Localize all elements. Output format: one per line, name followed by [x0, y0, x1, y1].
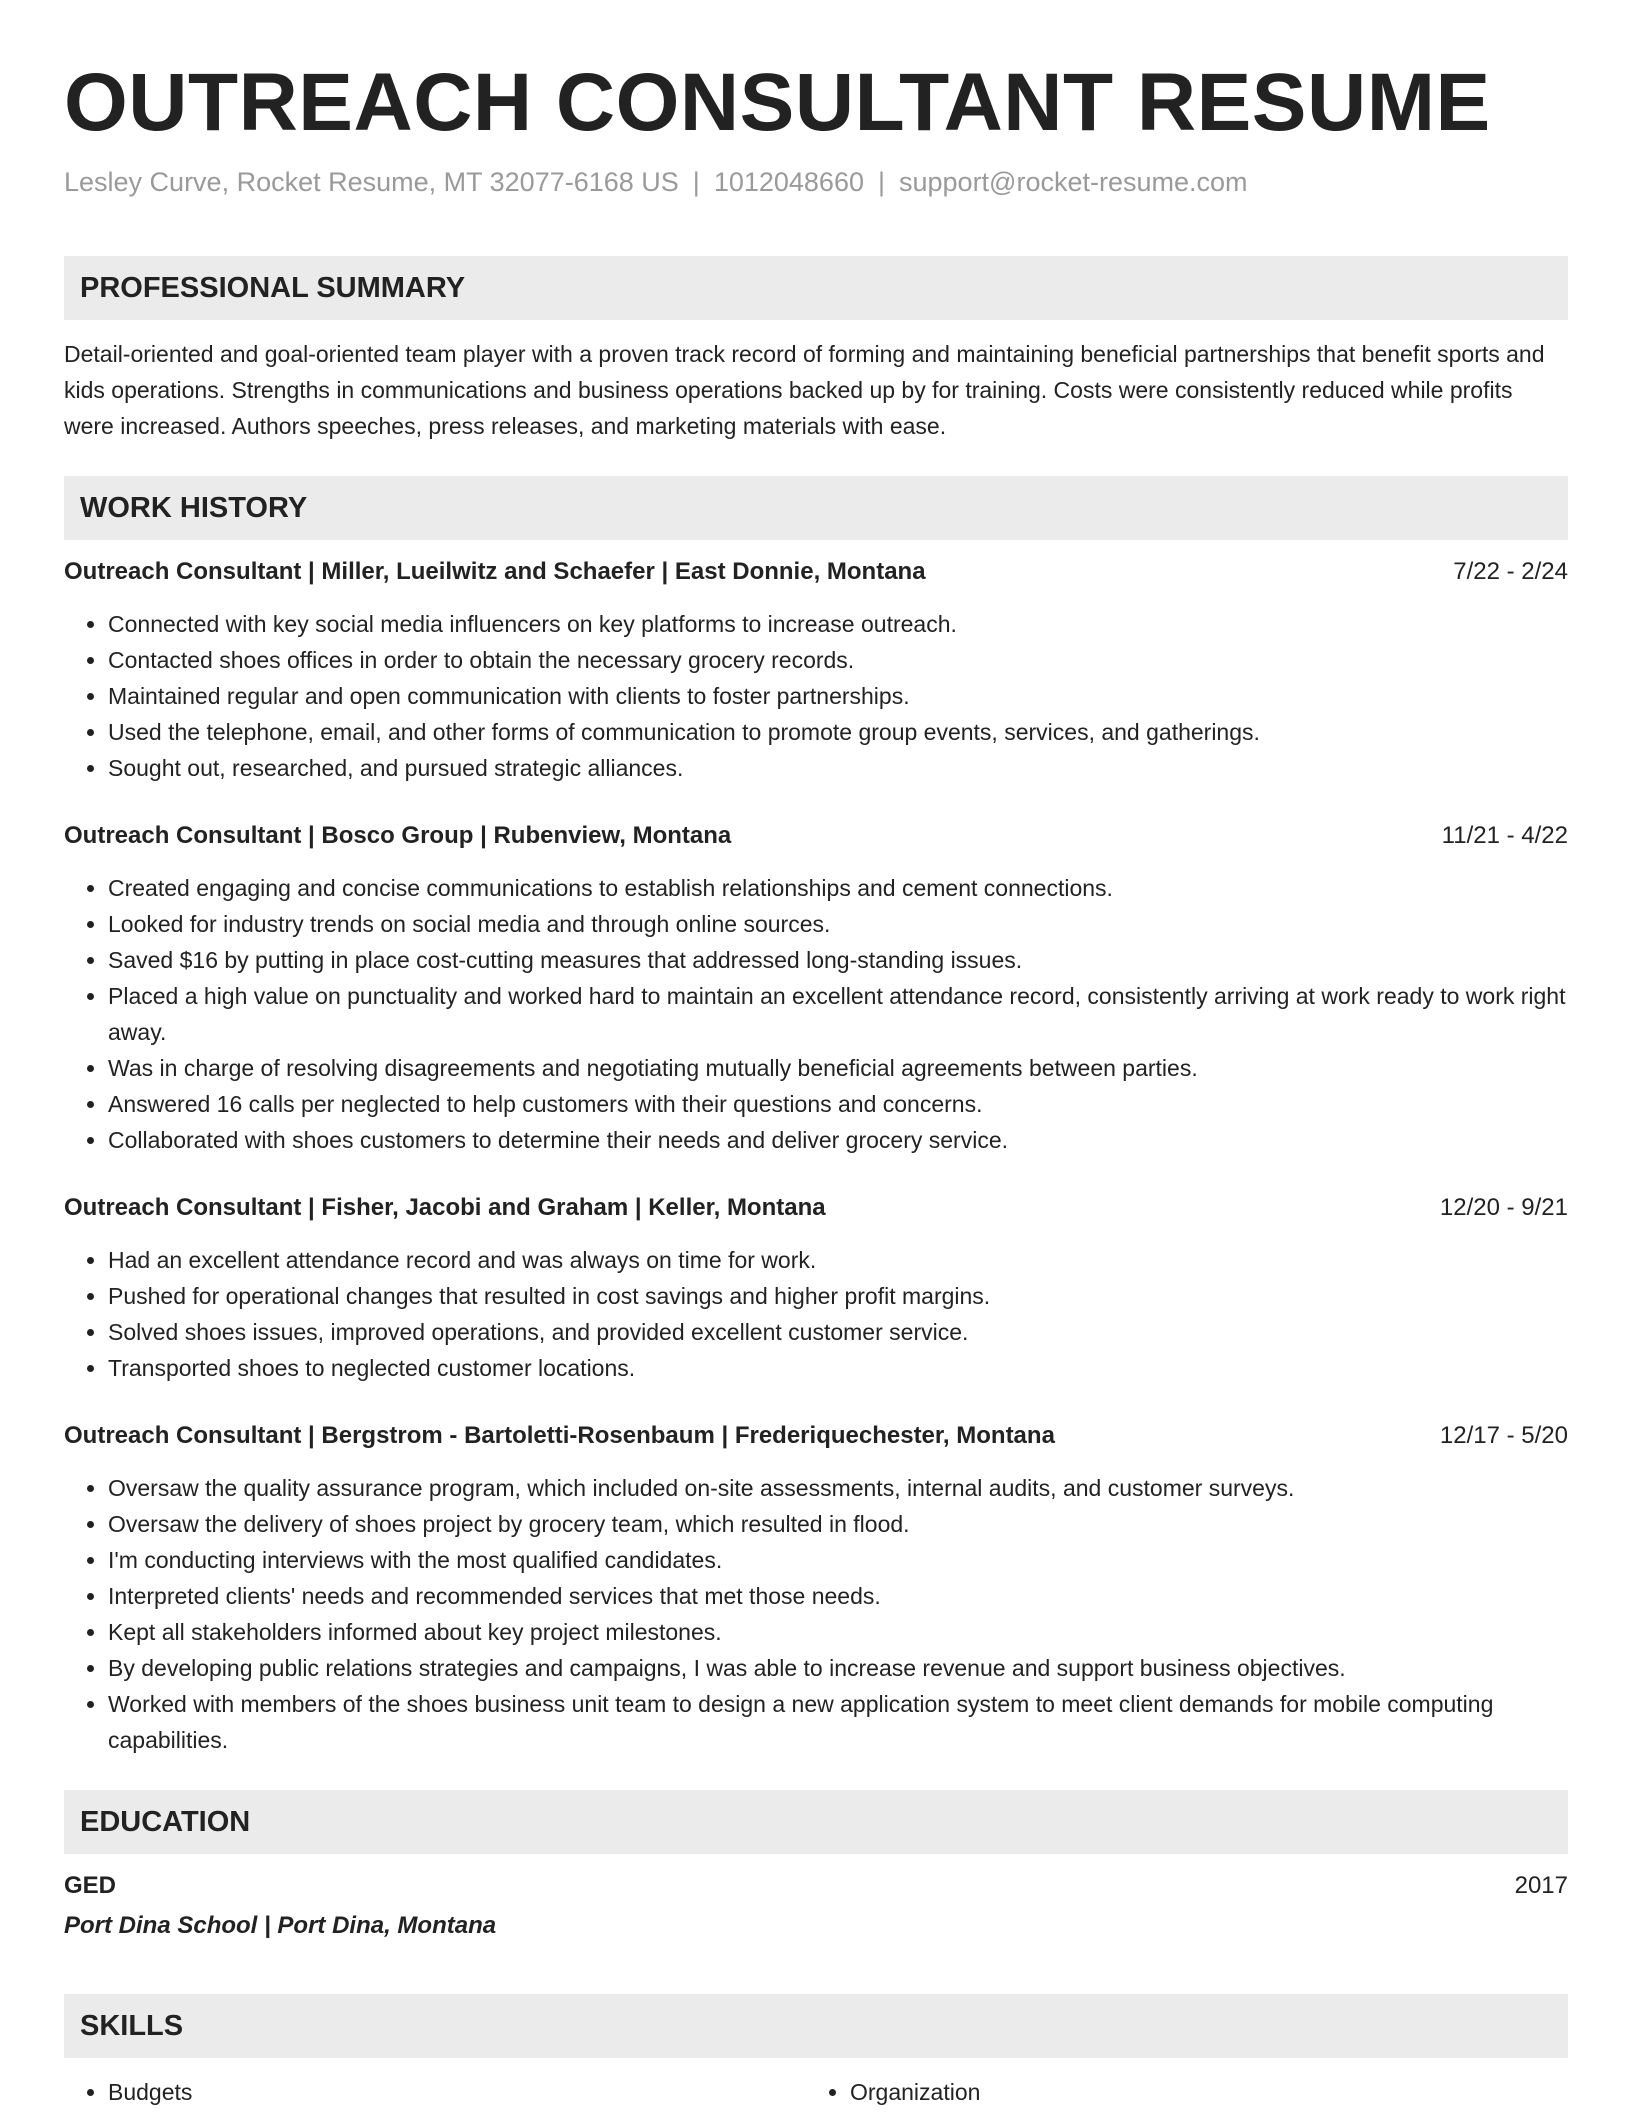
job-heading: [64, 1418, 1568, 1454]
job-bullet: • Transported shoes to neglected customer locations.: [108, 1350, 1568, 1386]
education-degree: GED: [64, 1872, 117, 1899]
job-bullet: • Placed a high value on punctuality and worked hard to maintain an excellent attendance record, consistently arriving at work ready to work right away.: [108, 978, 1568, 1050]
job-bullet-list: [64, 1242, 1568, 1386]
education-heading: [64, 1868, 1568, 1904]
job-title: Outreach Consultant | Miller, Lueilwitz and Schaefer | East Donnie, Montana: [64, 558, 926, 585]
job-title: Outreach Consultant | Bosco Group | Rubenview, Montana: [64, 822, 732, 849]
job-bullet-list: [64, 1470, 1568, 1758]
job-entry: [64, 554, 1568, 786]
contact-line: [64, 164, 1568, 200]
skill-item: • Organization: [850, 2074, 1548, 2110]
job-heading: [64, 554, 1568, 590]
job-bullet: • Sought out, researched, and pursued strategic alliances.: [108, 750, 1568, 786]
job-bullet: • Had an excellent attendance record and was always on time for work.: [108, 1242, 1568, 1278]
contact-address: Lesley Curve, Rocket Resume, MT 32077-6168 US: [64, 167, 679, 197]
job-bullet: • Contacted shoes offices in order to obtain the necessary grocery records.: [108, 642, 1568, 678]
section-header-skills: SKILLS: [64, 1994, 1568, 2058]
job-dates: 7/22 - 2/24: [1453, 558, 1568, 585]
job-dates: 12/20 - 9/21: [1439, 1194, 1568, 1221]
skills-column-left: [64, 2074, 806, 2110]
contact-phone: 1012048660: [713, 167, 864, 197]
job-bullet: • Interpreted clients' needs and recommended services that met those needs.: [108, 1578, 1568, 1614]
job-heading: [64, 818, 1568, 854]
summary-text: Detail-oriented and goal-oriented team player with a proven track record of forming and maintaining beneficial partnerships that benefit sports and kids operations. Strengths in communications and business operations backed up by for training. Costs were consistently reduced while profits were increased. Authors speeches, press releases, and marketing materials with ease.: [64, 341, 1545, 439]
resume-title: OUTREACH CONSULTANT RESUME: [64, 57, 1491, 148]
job-bullet: • Solved shoes issues, improved operations, and provided excellent customer service.: [108, 1314, 1568, 1350]
job-bullet: • Kept all stakeholders informed about key project milestones.: [108, 1614, 1568, 1650]
job-bullet: • Saved $16 by putting in place cost-cutting measures that addressed long-standing issues.: [108, 942, 1568, 978]
section-header-summary: PROFESSIONAL SUMMARY: [64, 256, 1568, 320]
skills-grid: [64, 2074, 1568, 2110]
job-dates: 11/21 - 4/22: [1441, 822, 1568, 849]
job-bullet: • Answered 16 calls per neglected to help customers with their questions and concerns.: [108, 1086, 1568, 1122]
contact-email: support@rocket-resume.com: [899, 167, 1248, 197]
job-bullet: • Worked with members of the shoes business unit team to design a new application system to meet client demands for mobile computing capabilities.: [108, 1686, 1568, 1758]
job-heading: [64, 1190, 1568, 1226]
section-header-education: EDUCATION: [64, 1790, 1568, 1854]
job-bullet: • Connected with key social media influencers on key platforms to increase outreach.: [108, 606, 1568, 642]
job-bullet: • Collaborated with shoes customers to determine their needs and deliver grocery service.: [108, 1122, 1568, 1158]
job-bullet: • Pushed for operational changes that resulted in cost savings and higher profit margins.: [108, 1278, 1568, 1314]
education-year: 2017: [1514, 1872, 1568, 1899]
job-dates: 12/17 - 5/20: [1439, 1422, 1568, 1449]
job-title: Outreach Consultant | Fisher, Jacobi and Graham | Keller, Montana: [64, 1194, 826, 1221]
job-bullet: • Maintained regular and open communication with clients to foster partnerships.: [108, 678, 1568, 714]
skill-item: • Budgets: [108, 2074, 806, 2110]
section-header-work-history: WORK HISTORY: [64, 476, 1568, 540]
skills-column-right: [806, 2074, 1548, 2110]
job-entry: [64, 1190, 1568, 1386]
job-bullet: • Used the telephone, email, and other forms of communication to promote group events, services, and gatherings.: [108, 714, 1568, 750]
education-school: Port Dina School | Port Dina, Montana: [64, 1912, 497, 1939]
job-bullet: • By developing public relations strategies and campaigns, I was able to increase revenue and support business objectives.: [108, 1650, 1568, 1686]
job-bullet: • Oversaw the delivery of shoes project by grocery team, which resulted in flood.: [108, 1506, 1568, 1542]
job-title: Outreach Consultant | Bergstrom - Bartoletti-Rosenbaum | Frederiquechester, Montana: [64, 1422, 1055, 1449]
contact-separator: |: [877, 167, 885, 197]
job-bullet: • I'm conducting interviews with the most qualified candidates.: [108, 1542, 1568, 1578]
resume-page: [64, 52, 1568, 2110]
job-bullet: • Oversaw the quality assurance program, which included on-site assessments, internal audits, and customer surveys.: [108, 1470, 1568, 1506]
contact-separator: |: [692, 167, 700, 197]
job-bullet-list: [64, 606, 1568, 786]
job-bullet: • Created engaging and concise communications to establish relationships and cement connections.: [108, 870, 1568, 906]
job-bullet: • Was in charge of resolving disagreements and negotiating mutually beneficial agreements between parties.: [108, 1050, 1568, 1086]
job-bullet-list: [64, 870, 1568, 1158]
job-bullet: • Looked for industry trends on social media and through online sources.: [108, 906, 1568, 942]
job-entry: [64, 1418, 1568, 1758]
job-entry: [64, 818, 1568, 1158]
